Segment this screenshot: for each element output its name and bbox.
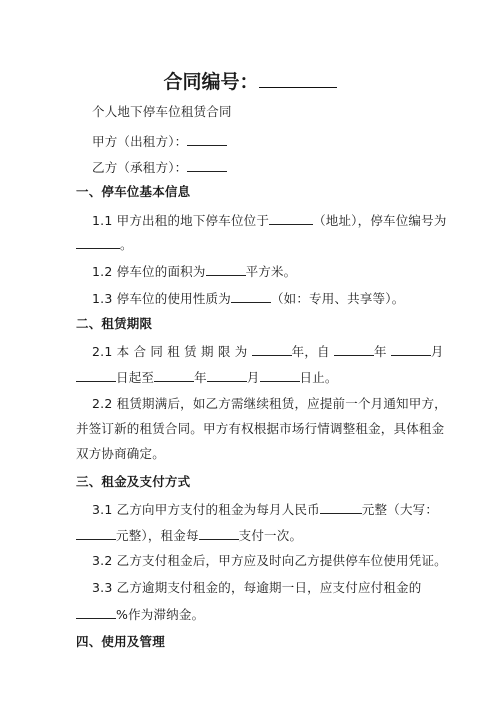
clause-2-1-text-h: 日止。 [299, 370, 338, 385]
clause-1-2 [92, 263, 452, 280]
party-b-line [92, 159, 452, 176]
clause-3-2: 3.2 乙方支付租金后，甲方应及时向乙方提供停车位使用凭证。 [92, 553, 447, 568]
late-fee-percent-blank [76, 606, 116, 619]
clause-1-1-line2 [76, 236, 436, 253]
clause-2-1-text-c: 年 [373, 344, 387, 359]
clause-3-1-text-d: 支付一次。 [238, 528, 303, 543]
clause-1-3-text-b: （如：专用、共享等）。 [270, 291, 405, 306]
party-b-label: 乙方（承租方）： [92, 160, 188, 175]
title-label: 合同编号： [163, 71, 259, 93]
term-years-blank [252, 343, 292, 356]
clause-1-1-text-a: 1.1 甲方出租的地下停车位位于 [92, 213, 270, 228]
contract-number-title [0, 70, 500, 94]
area-blank [206, 263, 246, 276]
section3-heading: 三、租金及支付方式 [76, 474, 191, 489]
clause-3-3-text-b: %作为滞纳金。 [116, 607, 205, 622]
clause-2-1-text-f: 年 [194, 370, 207, 385]
clause-3-1-text-b: 元整（大写： [361, 502, 439, 517]
clause-1-1-text-c: 。 [120, 237, 133, 252]
usage-blank [231, 290, 271, 303]
clause-3-1-line2 [76, 527, 436, 544]
clause-2-1-text-e: 日起至 [116, 370, 155, 385]
start-year-blank [334, 343, 374, 356]
clause-1-1-text-b: （地址），停车位编号为 [313, 213, 447, 228]
clause-2-1-text-b: 年，自 [291, 344, 330, 359]
rent-amount-blank [320, 501, 362, 514]
rent-uppercase-blank [76, 527, 116, 540]
clause-2-2-line3: 双方协商确定。 [76, 446, 165, 461]
end-month-blank [207, 369, 247, 382]
section1-heading: 一、停车位基本信息 [76, 184, 191, 199]
clause-2-1-line2 [76, 369, 436, 386]
end-year-blank [154, 369, 194, 382]
clause-1-3-text-a: 1.3 停车位的使用性质为 [92, 291, 231, 306]
clause-2-1-text-a: 2.1 本 合 同 租 赁 期 限 为 [92, 344, 248, 359]
clause-2-1-text-d: 月 [430, 344, 444, 359]
clause-1-2-text-a: 1.2 停车位的面积为 [92, 264, 206, 279]
payment-period-blank [199, 527, 239, 540]
clause-2-2-line2: 并签订新的租赁合同。甲方有权根据市场行情调整租金，具体租金 [76, 421, 445, 436]
clause-3-1-text-c: 元整），租金每 [116, 528, 199, 543]
space-number-blank [76, 236, 120, 249]
clause-1-1-line1 [92, 212, 452, 229]
clause-1-3 [92, 290, 452, 307]
party-b-blank [187, 159, 227, 172]
address-blank [269, 212, 313, 225]
clause-3-3-line2 [76, 606, 436, 623]
party-a-line [92, 133, 452, 150]
party-a-blank [187, 133, 227, 146]
contract-number-blank [259, 71, 337, 88]
start-month-blank [391, 343, 431, 356]
clause-1-2-text-b: 平方米。 [245, 264, 297, 279]
clause-2-2-line1: 2.2 租赁期满后，如乙方需继续租赁，应提前一个月通知甲方， [92, 396, 447, 411]
clause-2-1-text-g: 月 [246, 370, 260, 385]
document-name: 个人地下停车位租赁合同 [92, 104, 232, 119]
clause-3-1-line1 [92, 501, 452, 518]
clause-3-1-text-a: 3.1 乙方向甲方支付的租金为每月人民币 [92, 502, 320, 517]
section2-heading: 二、租赁期限 [76, 316, 153, 331]
clause-2-1-line1 [92, 343, 452, 360]
section4-heading: 四、使用及管理 [76, 634, 165, 649]
start-day-blank [76, 369, 116, 382]
party-a-label: 甲方（出租方）： [92, 134, 188, 149]
clause-3-3-line1: 3.3 乙方逾期支付租金的，每逾期一日，应支付应付租金的 [92, 580, 422, 595]
end-day-blank [260, 369, 300, 382]
